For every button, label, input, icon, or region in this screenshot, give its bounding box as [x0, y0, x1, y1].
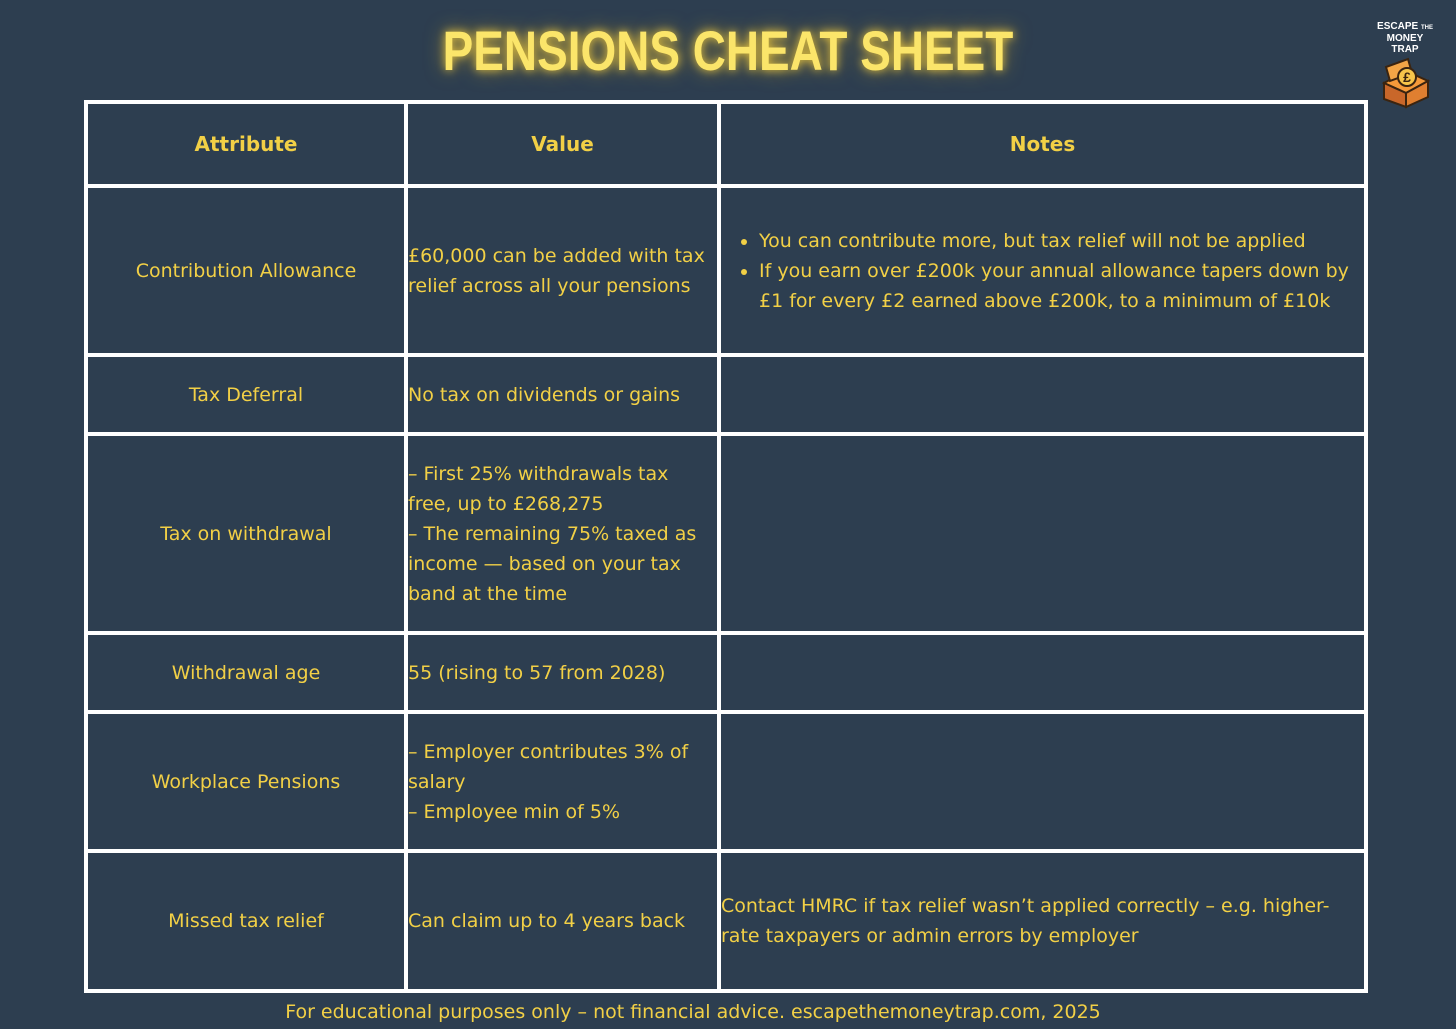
- table-row: [86, 633, 1366, 712]
- svg-text:£: £: [1403, 69, 1411, 85]
- attribute-cell: Missed tax relief: [86, 851, 406, 991]
- value-cell: Can claim up to 4 years back: [406, 851, 719, 991]
- value-cell: 55 (rising to 57 from 2028): [406, 633, 719, 712]
- table-row: [86, 712, 1366, 851]
- value-cell: [406, 712, 719, 851]
- value-line: – Employer contributes 3% of salary: [408, 740, 689, 793]
- disclaimer-footer: For educational purposes only – not financial advice. escapethemoneytrap.com, 2025: [285, 1001, 1101, 1023]
- table-row: [86, 186, 1366, 355]
- page-title: PENSIONS CHEAT SHEET: [442, 19, 1014, 82]
- column-header-notes: Notes: [719, 102, 1366, 186]
- pensions-table: [84, 100, 1368, 993]
- attribute-cell: Contribution Allowance: [86, 186, 406, 355]
- column-header-value: Value: [406, 102, 719, 186]
- notes-list-item: • You can contribute more, but tax relief will not be applied: [759, 226, 1364, 256]
- table-row: [86, 355, 1366, 434]
- notes-cell: [719, 434, 1366, 633]
- attribute-cell: Tax on withdrawal: [86, 434, 406, 633]
- attribute-cell: Withdrawal age: [86, 633, 406, 712]
- notes-cell: [719, 633, 1366, 712]
- value-cell: [406, 434, 719, 633]
- value-cell: No tax on dividends or gains: [406, 355, 719, 434]
- notes-cell: Contact HMRC if tax relief wasn’t applied correctly – e.g. higher-rate taxpayers or admin errors by employer: [719, 851, 1366, 991]
- value-cell: £60,000 can be added with tax relief across all your pensions: [406, 186, 719, 355]
- value-line: – Employee min of 5%: [408, 800, 621, 823]
- column-header-attribute: Attribute: [86, 102, 406, 186]
- attribute-cell: Workplace Pensions: [86, 712, 406, 851]
- notes-cell: [719, 355, 1366, 434]
- notes-list: [721, 226, 1364, 316]
- logo-text-line1: ESCAPE THE: [1377, 21, 1433, 32]
- table-row: [86, 851, 1366, 991]
- attribute-cell: Tax Deferral: [86, 355, 406, 434]
- treasure-chest-icon: [1376, 57, 1434, 109]
- notes-cell: [719, 186, 1366, 355]
- brand-logo: [1372, 22, 1438, 102]
- table-header-row: [86, 102, 1366, 186]
- table-row: [86, 434, 1366, 633]
- value-line: – The remaining 75% taxed as income — based on your tax band at the time: [408, 522, 697, 605]
- notes-cell: [719, 712, 1366, 851]
- notes-list-item: • If you earn over £200k your annual allowance tapers down by £1 for every £2 earned above £200k, to a minimum of £10k: [759, 256, 1364, 316]
- value-line: – First 25% withdrawals tax free, up to £268,275: [408, 462, 669, 515]
- logo-text-line2: MONEY TRAP: [1386, 33, 1424, 55]
